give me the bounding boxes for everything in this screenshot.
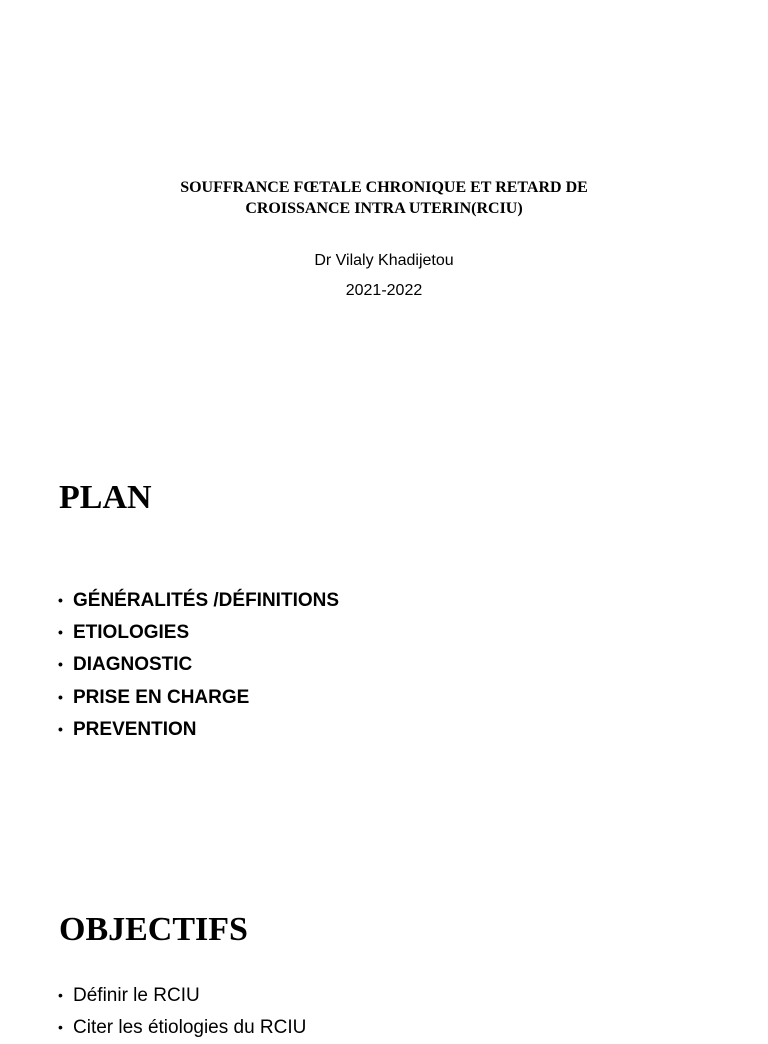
list-item-text: ETIOLOGIES <box>73 622 190 644</box>
list-item-text: GÉNÉRALITÉS /DÉFINITIONS <box>73 590 340 611</box>
list-item <box>58 713 339 745</box>
author-name: Dr Vilaly Khadijetou <box>314 252 454 269</box>
list-item-text: DIAGNOSTIC <box>73 654 193 676</box>
list-item <box>58 1011 306 1043</box>
list-item-text: PREVENTION <box>73 718 197 740</box>
list-item-text: PRISE EN CHARGE <box>73 686 250 708</box>
academic-year: 2021-2022 <box>345 282 423 299</box>
bullet-icon: • <box>58 688 63 705</box>
bullet-icon: • <box>58 592 63 608</box>
bullet-icon: • <box>58 656 63 673</box>
title-slide <box>0 0 768 430</box>
presentation-title <box>0 177 768 219</box>
bullet-icon: • <box>58 624 63 641</box>
list-item <box>58 616 339 648</box>
bullet-icon: • <box>58 720 63 737</box>
objectives-heading: OBJECTIFS <box>59 911 248 948</box>
objectives-slide <box>0 830 768 1039</box>
objectives-list <box>58 979 306 1043</box>
list-item <box>58 681 339 713</box>
plan-slide <box>0 430 768 830</box>
bullet-icon: • <box>58 1019 63 1036</box>
title-line-2: CROISSANCE INTRA UTERIN(RCIU) <box>245 200 523 217</box>
plan-list <box>58 584 339 745</box>
bullet-icon: • <box>58 987 63 1003</box>
list-item-text: Définir le RCIU <box>73 985 200 1006</box>
list-item-text: Citer les étiologies du RCIU <box>73 1017 307 1039</box>
list-item <box>58 584 339 616</box>
plan-heading: PLAN <box>59 479 152 516</box>
title-line-1: SOUFFRANCE FŒTALE CHRONIQUE ET RETARD DE <box>180 179 588 196</box>
list-item <box>58 648 339 680</box>
list-item <box>58 979 306 1011</box>
